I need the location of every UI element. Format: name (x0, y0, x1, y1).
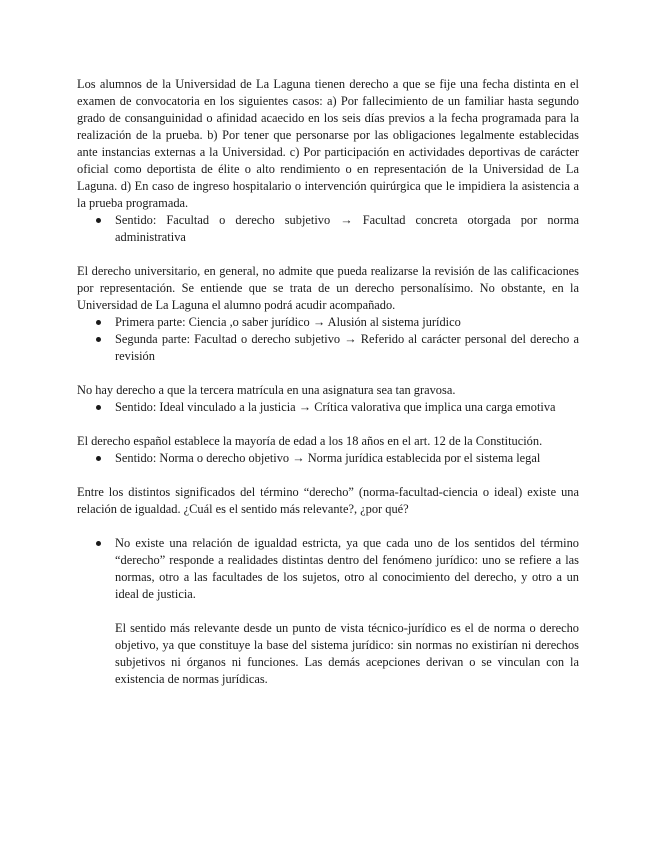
bullet-icon (96, 456, 101, 461)
list-item-text: Segunda parte: Facultad o derecho subjetivo → Referido al carácter personal del derecho a revisión (115, 332, 579, 363)
bullet-icon (96, 405, 101, 410)
paragraph: No hay derecho a que la tercera matrícula en una asignatura sea tan gravosa. (77, 383, 456, 397)
answer-text: No existe una relación de igualdad estricta, ya que cada uno de los sentidos del término “derecho” responde a realidades distintas dentro del fenómeno jurídico: uno se refiere a las normas, otro a las facultades de los sujetos, otro al conocimiento del derecho, y otro a un ideal de justicia. (115, 536, 579, 601)
section-2 (77, 263, 579, 365)
paragraph: El derecho español establece la mayoría de edad a los 18 años en el art. 12 de la Constitución. (77, 434, 543, 448)
paragraph: Los alumnos de la Universidad de La Laguna tienen derecho a que se fije una fecha distinta en el examen de convocatoria en los siguientes casos: a) Por fallecimiento de un familiar hasta segundo grado de consanguinidad o afinidad acaecido en los seis días previos a la fecha programada para la realización de la prueba. b) Por tener que personarse por las obligaciones legalmente establecidas ante instancias externas a la Universidad. c) Por participación en actividades deportivas de carácter oficial como deportista de élite o alto rendimiento o en representación de la Universidad de La Laguna. d) En caso de ingreso hospitalario o intervención quirúrgica que le impidiera la asistencia a la prueba programada. (77, 77, 579, 210)
list-item (77, 450, 579, 467)
list-item-text: Sentido: Ideal vinculado a la justicia → Crítica valorativa que implica una carga emotiva (115, 400, 556, 414)
document-body (77, 76, 579, 688)
answer-continuation: El sentido más relevante desde un punto de vista técnico-jurídico es el de norma o derecho objetivo, ya que constituye la base del sistema jurídico: sin normas no existirían ni derechos subjetivos ni órganos ni funciones. Las demás acepciones derivan o se vinculan con la existencia de normas jurídicas. (115, 621, 579, 686)
list-item (77, 314, 579, 331)
list-item-text: Sentido: Norma o derecho objetivo → Norma jurídica establecida por el sistema legal (115, 451, 541, 465)
section-3 (77, 382, 579, 416)
bullet-list (77, 450, 579, 467)
section-4 (77, 433, 579, 467)
answer-item (77, 535, 579, 688)
bullet-list (77, 399, 579, 416)
bullet-icon (96, 541, 101, 546)
bullet-list (77, 314, 579, 365)
bullet-icon (96, 337, 101, 342)
question-paragraph: Entre los distintos significados del término “derecho” (norma-facultad-ciencia o ideal) existe una relación de igualdad. ¿Cuál es el sentido más relevante?, ¿por qué? (77, 485, 579, 516)
list-item-text: Sentido: Facultad o derecho subjetivo → Facultad concreta otorgada por norma administrativa (115, 213, 579, 244)
spacer (77, 518, 579, 535)
bullet-list (77, 212, 579, 246)
section-1 (77, 76, 579, 246)
list-item (77, 399, 579, 416)
bullet-icon (96, 320, 101, 325)
paragraph: El derecho universitario, en general, no admite que pueda realizarse la revisión de las calificaciones por representación. Se entiende que se trata de un derecho personalísimo. No obstante, en la Universidad de La Laguna el alumno podrá acudir acompañado. (77, 264, 579, 312)
list-item-text: Primera parte: Ciencia ,o saber jurídico → Alusión al sistema jurídico (115, 315, 461, 329)
bullet-icon (96, 218, 101, 223)
answer-list (77, 535, 579, 688)
list-item (77, 212, 579, 246)
list-item (77, 331, 579, 365)
